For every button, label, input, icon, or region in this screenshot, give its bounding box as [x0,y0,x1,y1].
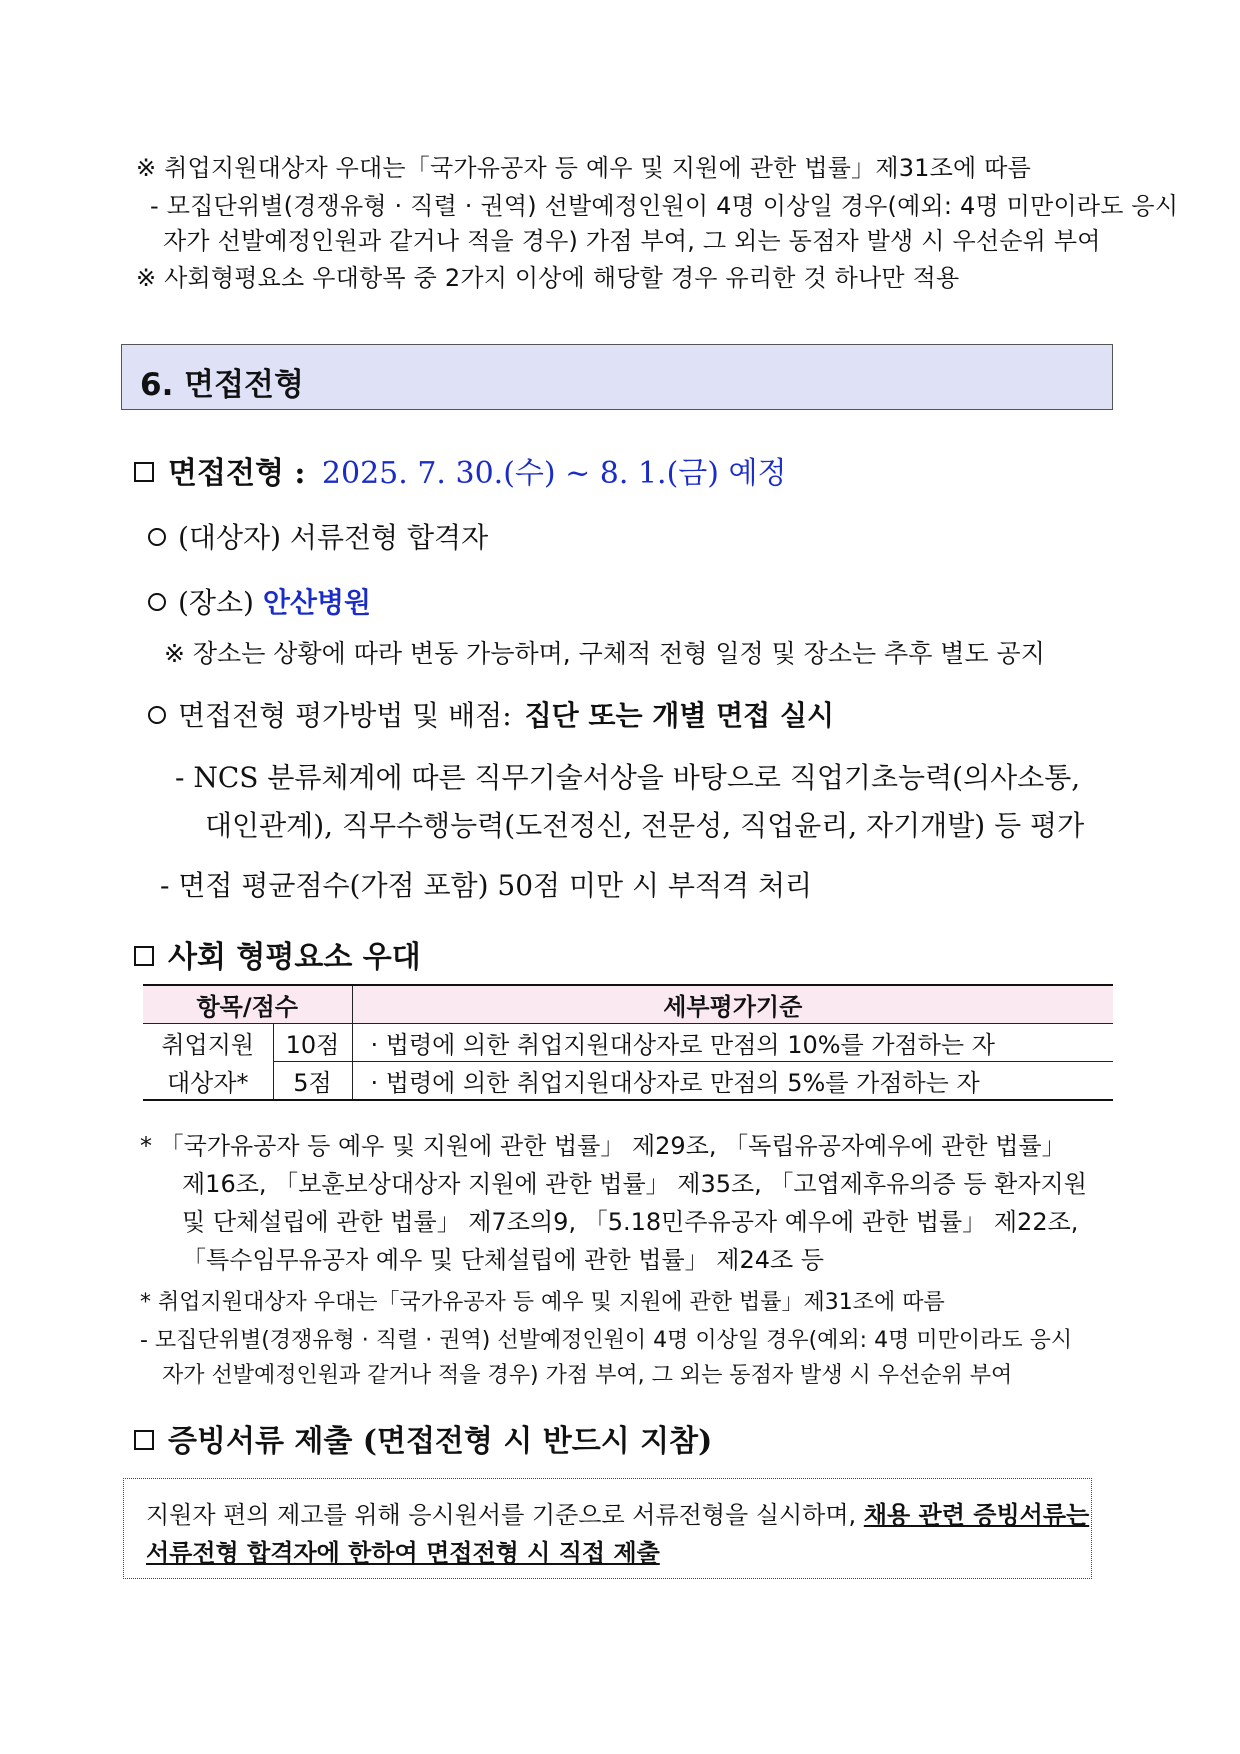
social-heading [134,932,421,976]
score-cell: 10점 [273,1024,352,1062]
social-equity-table [143,984,1113,1101]
checkbox-square-icon [134,462,154,482]
interview-target [148,516,488,556]
interview-method-label: 면접전형 평가방법 및 배점: [178,699,512,732]
circle-bullet-icon [148,706,166,724]
circle-bullet-icon [148,593,166,611]
checkbox-square-icon [134,946,154,966]
notice-line2 [146,1533,660,1568]
interview-target-text: (대상자) 서류전형 합격자 [178,521,489,554]
interview-place-label: (장소) [178,586,254,619]
interview-method [148,694,834,734]
detail-cell: · 법령에 의한 취업지원대상자로 만점의 10%를 가점하는 자 [352,1024,1113,1062]
interview-date: 2025. 7. 30.(수) ~ 8. 1.(금) 예정 [321,456,787,491]
footnote-laws-line1: * 「국가유공자 등 예우 및 지원에 관한 법률」 제29조, 「독립유공자예우에 관한 법률」 [140,1132,1066,1160]
notice-line1 [146,1495,1089,1530]
interview-place-note: ※ 장소는 상황에 따라 변동 가능하며, 구체적 전형 일정 및 장소는 추후 별도 공지 [164,639,1045,668]
table-row [143,1024,1113,1062]
fail-criteria: - 면접 평균점수(가점 포함) 50점 미만 시 부적격 처리 [160,869,813,902]
documents-notice-box [123,1478,1092,1579]
note-preferential-law: ※ 취업지원대상자 우대는「국가유공자 등 예우 및 지원에 관한 법률」제31조에 따름 [136,154,1032,182]
footnote-bonus-line2: 자가 선발예정인원과 같거나 적을 경우) 가점 부여, 그 외는 동점자 발생 시 우선순위 부여 [162,1363,1013,1388]
header-item-score: 항목/점수 [143,985,352,1024]
category-line1: 취업지원 [143,1024,273,1062]
footnote-bonus-line1: - 모집단위별(경쟁유형 · 직렬 · 권역) 선발예정인원이 4명 이상일 경우(예외: 4명 미만이라도 응시 [140,1328,1073,1353]
notice-bold-1: 채용 관련 증빙서류는 [863,1501,1090,1529]
documents-heading-text: 증빙서류 제출 (면접전형 시 반드시 지참) [168,1424,713,1459]
documents-heading [134,1416,712,1460]
section-title: 6. 면접전형 [140,367,304,403]
circle-bullet-icon [148,528,166,546]
checkbox-square-icon [134,1430,154,1450]
footnote-laws-line4: 「특수임무유공자 예우 및 단체설립에 관한 법률」 제24조 등 [182,1246,824,1274]
section-header [121,344,1113,410]
notice-text: 지원자 편의 제고를 위해 응시원서를 기준으로 서류전형을 실시하며, [146,1501,857,1529]
ncs-line1: - NCS 분류체계에 따른 직무기술서상을 바탕으로 직업기초능력(의사소통, [175,761,1081,794]
note-single-apply: ※ 사회형평요소 우대항목 중 2가지 이상에 해당할 경우 유리한 것 하나만 적용 [136,264,960,292]
note-bonus-rule-line1: - 모집단위별(경쟁유형 · 직렬 · 권역) 선발예정인원이 4명 이상일 경우(예외: 4명 미만이라도 응시 [150,192,1179,220]
footnote-laws-line2: 제16조, 「보훈보상대상자 지원에 관한 법률」 제35조, 「고엽제후유의증 등 환자지원 [182,1170,1087,1198]
interview-heading [134,448,786,492]
ncs-line2: 대인관계), 직무수행능력(도전정신, 전문성, 직업윤리, 자기개발) 등 평가 [205,809,1085,842]
table-header-row [143,985,1113,1024]
header-detail: 세부평가기준 [352,985,1113,1024]
interview-method-value: 집단 또는 개별 면접 실시 [524,699,835,732]
footnote-laws-line3: 및 단체설립에 관한 법률」 제7조의9, 「5.18민주유공자 예우에 관한 법률」 제22조, [182,1208,1079,1236]
interview-place [148,581,371,621]
social-heading-text: 사회 형평요소 우대 [168,940,421,975]
note-bonus-rule-line2: 자가 선발예정인원과 같거나 적을 경우) 가점 부여, 그 외는 동점자 발생 시 우선순위 부여 [163,227,1101,255]
interview-place-value: 안산병원 [262,586,372,619]
score-cell: 5점 [273,1062,352,1101]
category-line2: 대상자* [143,1062,273,1101]
footnote-preferential: * 취업지원대상자 우대는「국가유공자 등 예우 및 지원에 관한 법률」제31조에 따름 [140,1290,945,1315]
notice-bold-2: 서류전형 합격자에 한하여 면접전형 시 직접 제출 [146,1539,660,1567]
table-row [143,1062,1113,1101]
interview-heading-label: 면접전형 : [168,456,306,491]
detail-cell: · 법령에 의한 취업지원대상자로 만점의 5%를 가점하는 자 [352,1062,1113,1101]
